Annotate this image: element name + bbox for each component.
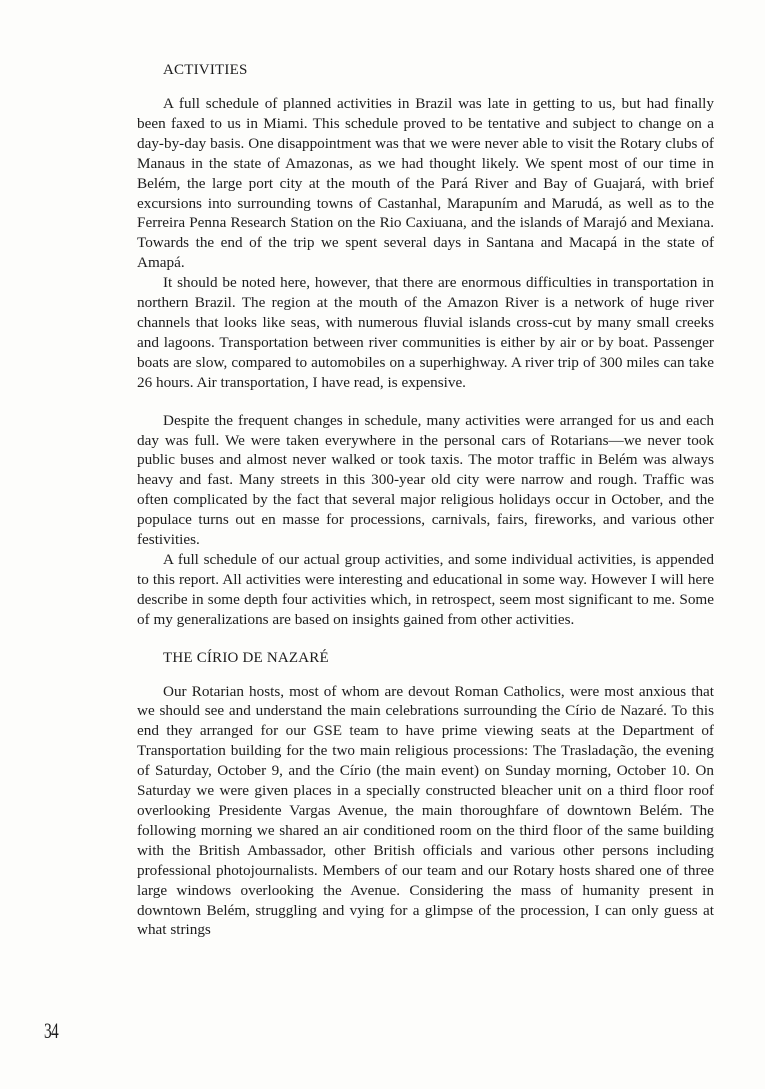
paragraph: A full schedule of our actual group activities, and some individual activities, is appended to this report. All activities were interesting and educational in some way. However I will here describe in some depth four activities which, in retrospect, seem most significant to me. Some of my generalizations are based on insights gained from other activities. (137, 550, 714, 628)
document-page (137, 60, 714, 940)
section-heading: THE CÍRIO DE NAZARÉ (163, 649, 329, 666)
section-cirio-de-nazare (137, 648, 714, 941)
page-number: 34 (44, 1018, 58, 1043)
section-activities (137, 60, 714, 630)
paragraph: Our Rotarian hosts, most of whom are devout Roman Catholics, were most anxious that we should see and understand the main celebrations surrounding the Círio de Nazaré. To this end they arranged for our GSE team to have prime viewing seats at the Department of Transportation building for the two main religious processions: The Trasladação, the evening of Saturday, October 9, and the Círio (the main event) on Sunday morning, October 10. On Saturday we were given places in a specially constructed bleacher unit on a third floor roof overlooking Presidente Vargas Avenue, the main thoroughfare of downtown Belém. The following morning we shared an air conditioned room on the third floor of the same building with the British Ambassador, other British officials and various other persons including professional photojournalists. Members of our team and our Rotary hosts shared one of three large windows overlooking the Avenue. Considering the mass of humanity present in downtown Belém, struggling and vying for a glimpse of the procession, I can only guess at what strings (137, 682, 714, 939)
paragraph: A full schedule of planned activities in Brazil was late in getting to us, but had finally been faxed to us in Miami. This schedule proved to be tentative and subject to change on a day-by-day basis. One disappointment was that we were never able to visit the Rotary clubs of Manaus in the state of Amazonas, as we had thought likely. We spent most of our time in Belém, the large port city at the mouth of the Pará River and Bay of Guajará, with brief excursions into surrounding towns of Castanhal, Marapuním and Marudá, as well as to the Ferreira Penna Research Station on the Rio Caxiuana, and the islands of Marajó and Mexiana. Towards the end of the trip we spent several days in Santana and Macapá in the state of Amapá. (137, 95, 714, 272)
paragraph: It should be noted here, however, that there are enormous difficulties in transportation in northern Brazil. The region at the mouth of the Amazon River is a network of huge river channels that looks like seas, with numerous fluvial islands cross-cut by many small creeks and lagoons. Transportation between river communities is either by air or by boat. Passenger boats are slow, compared to automobiles on a superhighway. A river trip of 300 miles can take 26 hours. Air transportation, I have read, is expensive. (137, 274, 714, 391)
paragraph: Despite the frequent changes in schedule, many activities were arranged for us and each day was full. We were taken everywhere in the personal cars of Rotarians—we never took public buses and almost never walked or took taxis. The motor traffic in Belém was always heavy and fast. Many streets in this 300-year old city were narrow and rough. Traffic was often complicated by the fact that several major religious holidays occur in October, and the populace turns out en masse for processions, carnivals, fairs, fireworks, and various other festivities. (137, 411, 714, 549)
section-heading: ACTIVITIES (163, 62, 248, 78)
